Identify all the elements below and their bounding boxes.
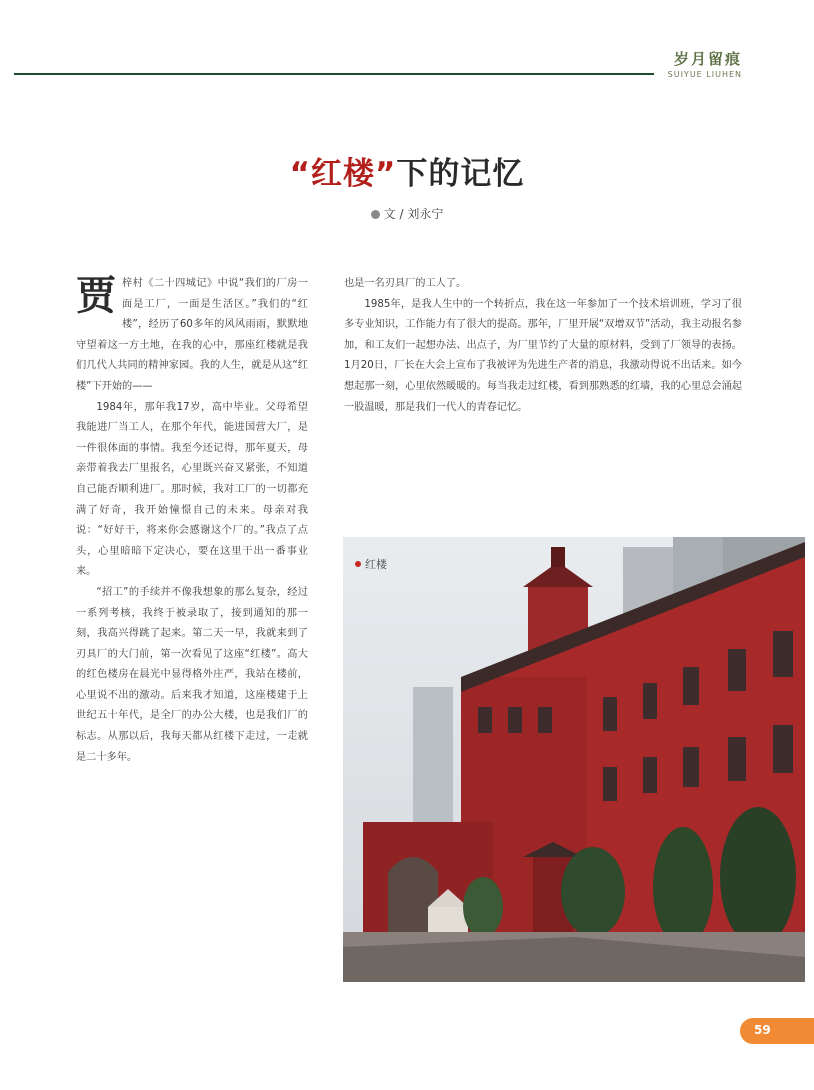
caption-bullet-icon [355, 561, 361, 567]
article-title [0, 148, 814, 193]
red-building-photo [343, 537, 805, 982]
byline-text: 文 / 刘永宁 [383, 207, 444, 221]
paragraph: “招工”的手续并不像我想象的那么复杂，经过一系列考核，我终于被录取了，接到通知的那一刻，我高兴得跳了起来。第二天一早，我就来到了刃具厂的大门前，第一次看见了这座“红楼”。高大的红色楼房在晨光中显得格外庄严，我站在楼前，心里说不出的激动。后来我才知道，这座楼建于上世纪五十年代，是全厂的办公大楼，也是我们厂的标志。从那以后，我每天都从红楼下走过，一走就是二十多年。 [76, 586, 308, 763]
header-rule [14, 73, 654, 75]
paragraph: 1984年，那年我17岁，高中毕业。父母希望我能进厂当工人，在那个年代，能进国营大厂，是一件很体面的事情。我至今还记得，那年夏天，母亲带着我去厂里报名，心里既兴奋又紧张，不知道自己能否顺利进厂。那时候，我对工厂的一切都充满了好奇，我开始憧憬自己的未来。母亲对我说：“好好干，将来你会感谢这个厂的。”我点了点头，心里暗暗下定决心，要在这里干出一番事业来。 [76, 401, 308, 578]
caption-text: 红楼 [365, 558, 387, 571]
left-column [76, 274, 308, 768]
column-subtitle: SUIYUE LIUHEN [667, 70, 742, 79]
dropcap: 贾 [76, 273, 116, 319]
paragraph: 1985年，是我人生中的一个转折点，我在这一年参加了一个技术培训班，学习了很多专业知识，工作能力有了很大的提高。那年，厂里开展“双增双节”活动，我主动报名参加，和工友们一起想办法、出点子，为厂里节约了大量的原材料，受到了厂领导的表扬。1月20日，厂长在大会上宣布了我被评为先进生产者的消息，我激动得说不出话来。如今想起那一刻，心里依然暖暖的。每当我走过红楼，看到那熟悉的红墙，我的心里总会涌起一股温暖，那是我们一代人的青春记忆。 [344, 298, 742, 413]
right-column [344, 274, 742, 418]
title-quote-close: ” [375, 156, 397, 192]
byline [0, 205, 814, 222]
title-red-part: 红楼 [311, 156, 375, 192]
byline-dot-icon [371, 210, 380, 219]
page-number-tab [740, 1018, 814, 1044]
title-quote-open: “ [289, 156, 311, 192]
paragraph: 也是一名刃具厂的工人了。 [344, 278, 467, 289]
paragraph-text: 梓村《二十四城记》中说“我们的厂房一面是工厂，一面是生活区。”我们的“红楼”，经历了60多年的风风雨雨，默默地守望着这一方土地，在我的心中，那座红楼就是我们几代人共同的精神家园。我的人生，就是从这“红楼”下开始的—— [76, 278, 308, 392]
paragraph [76, 274, 308, 398]
page-number: 59 [754, 1023, 771, 1037]
photo-caption [355, 556, 387, 572]
column-name: 岁月留痕 [673, 50, 742, 68]
title-rest: 下的记忆 [396, 156, 525, 192]
